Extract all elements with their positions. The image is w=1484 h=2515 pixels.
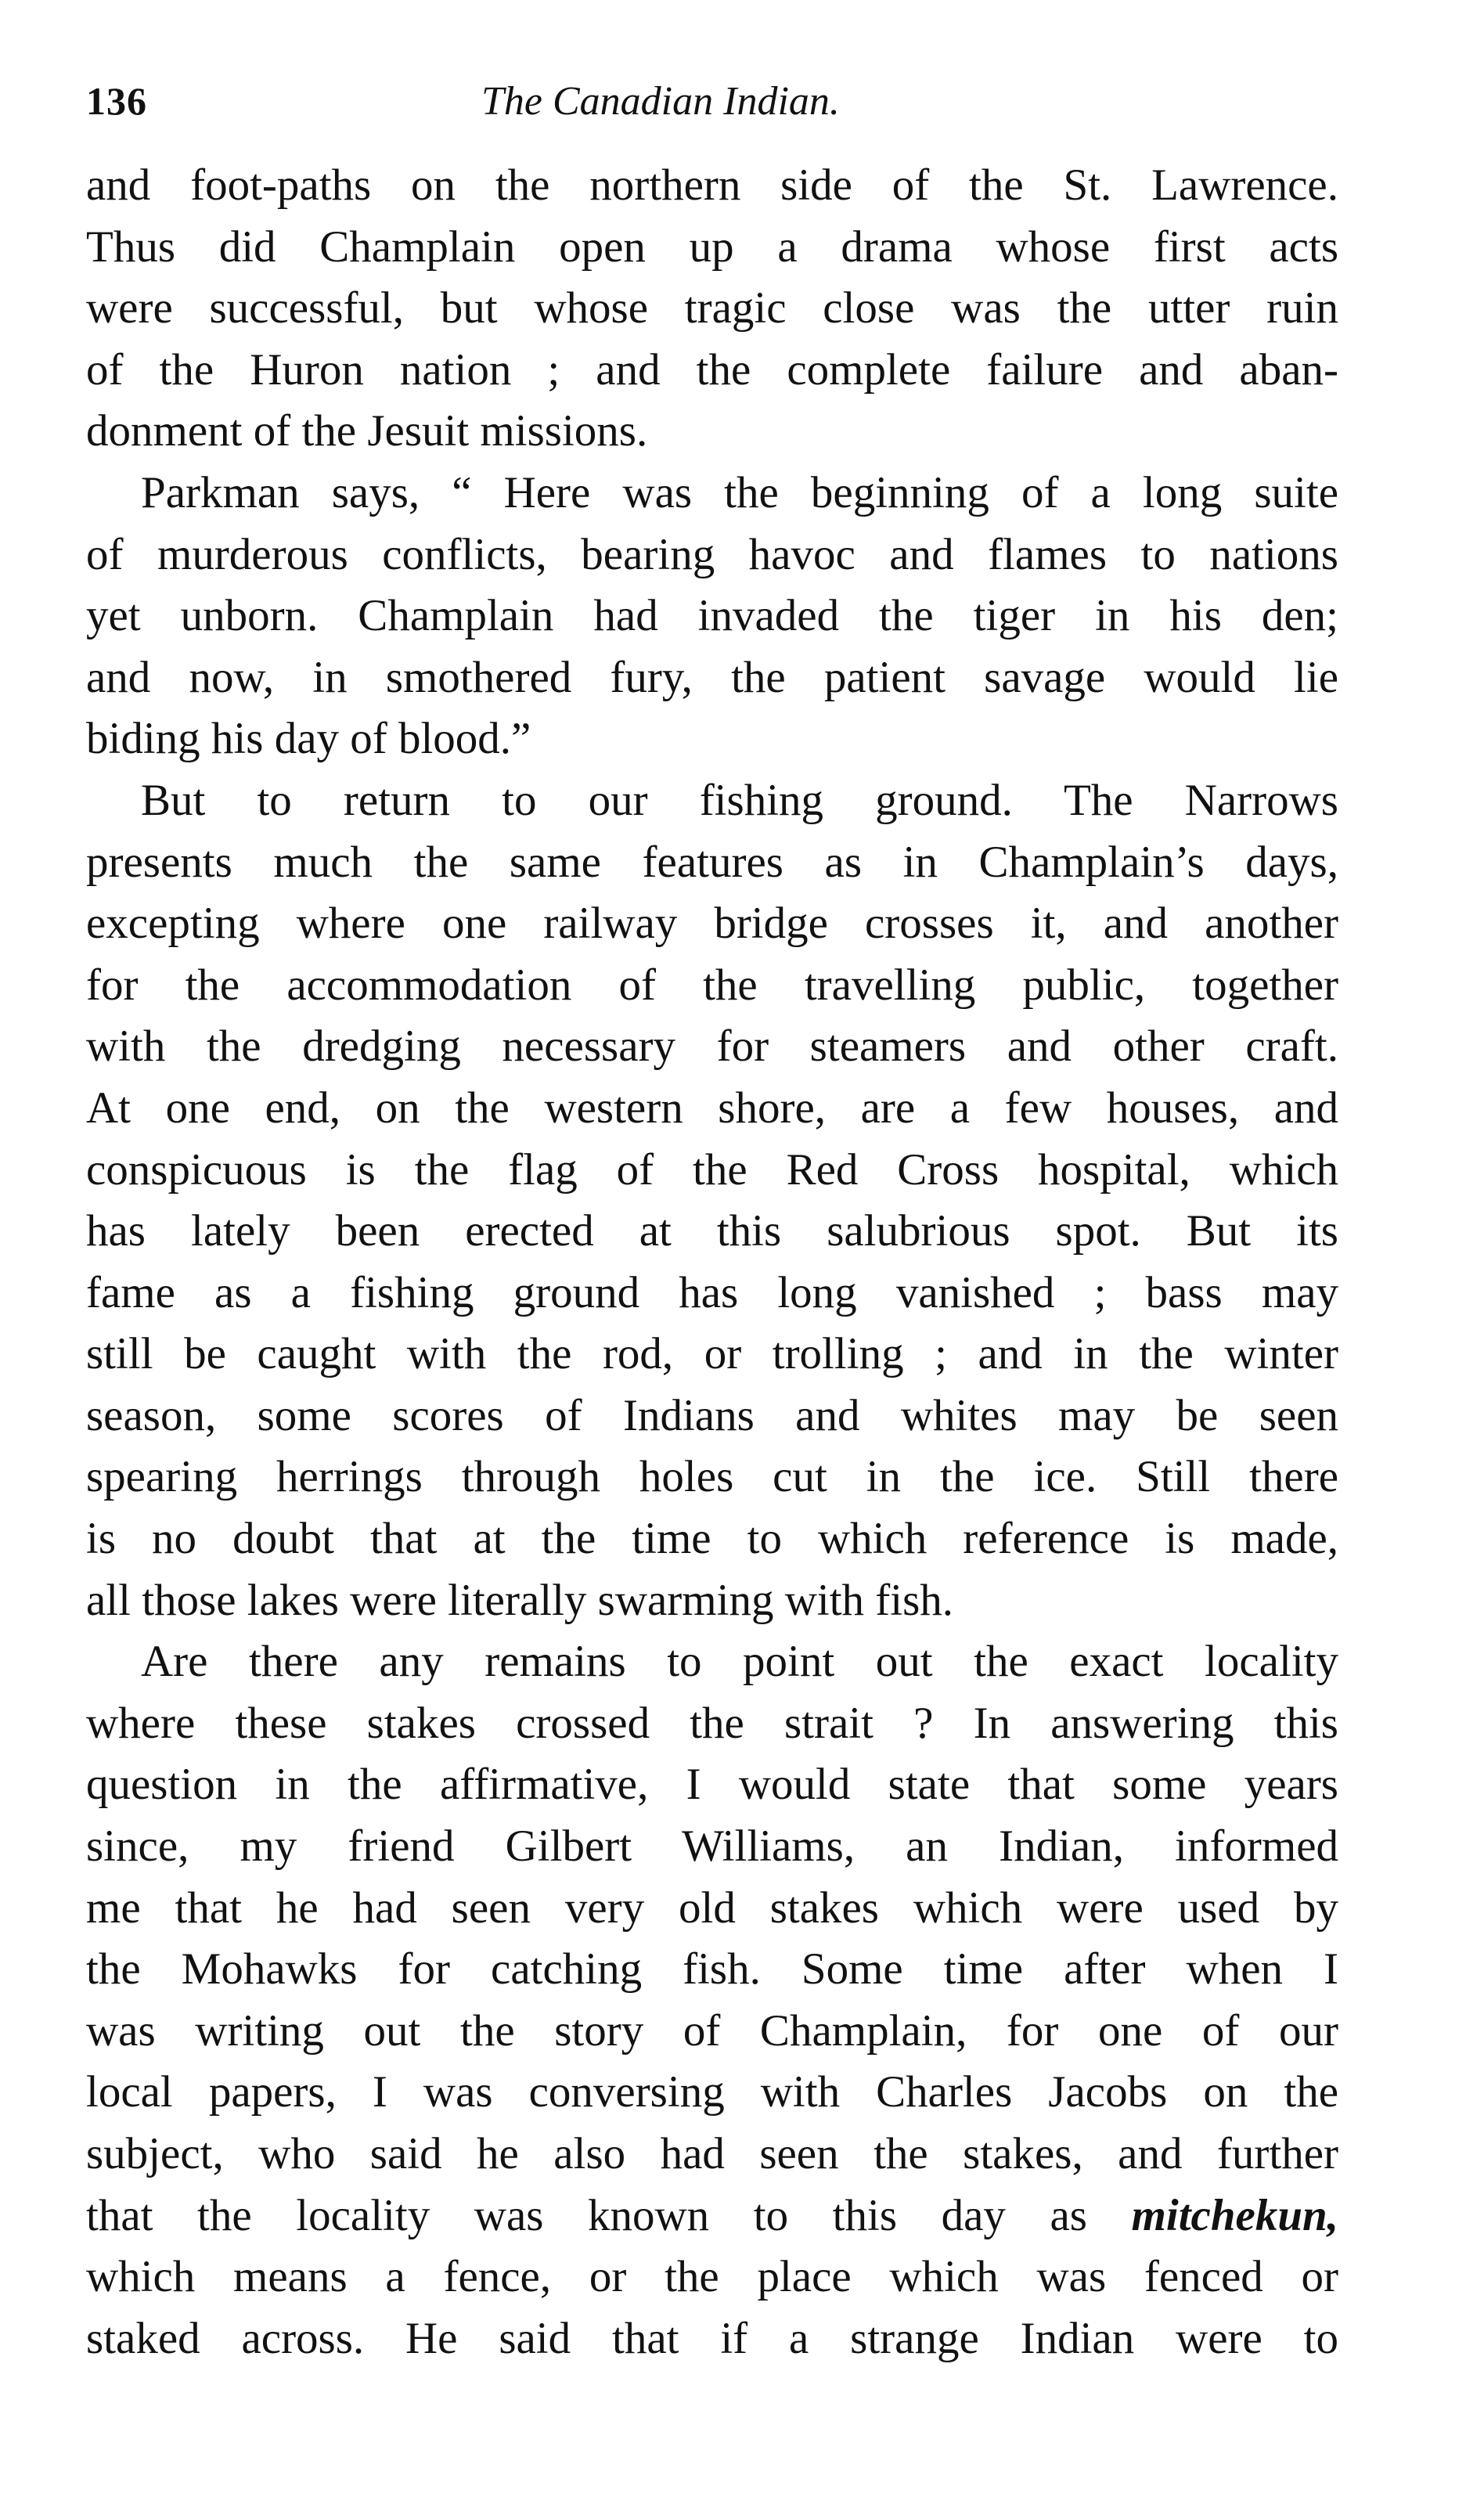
text-line: has lately been erected at this salubrious spot. But its xyxy=(86,1206,1338,1256)
text-line: fame as a fishing ground has long vanished ; bass may xyxy=(86,1267,1338,1317)
running-title: The Canadian Indian. xyxy=(481,79,840,124)
text-line: subject, who said he also had seen the stakes, and further xyxy=(86,2129,1338,2178)
text-line: Thus did Champlain open up a drama whose first acts xyxy=(86,222,1338,272)
text-line: Are there any remains to point out the exact locality xyxy=(141,1637,1338,1687)
italic-word: mitchekun, xyxy=(1131,2190,1338,2240)
page-number: 136 xyxy=(86,79,147,123)
text-line: donment of the Jesuit missions. xyxy=(86,406,648,456)
text-line: where these stakes crossed the strait ? In answering this xyxy=(86,1698,1338,1748)
text-line: Parkman says, “ Here was the beginning of a long suite xyxy=(141,467,1338,517)
text-line: all those lakes were literally swarming with fish. xyxy=(86,1575,954,1625)
text-line: which means a fence, or the place which was fenced or xyxy=(86,2252,1338,2302)
text-line: excepting where one railway bridge crosses it, and another xyxy=(86,899,1338,949)
text-line: and now, in smothered fury, the patient savage would lie xyxy=(86,652,1338,702)
text-line: the Mohawks for catching fish. Some time after when I xyxy=(86,1944,1338,1994)
text-line: yet unborn. Champlain had invaded the tiger in his den; xyxy=(86,591,1338,641)
text-line: presents much the same features as in Champlain’s days, xyxy=(86,837,1338,887)
text-line: biding his day of blood.” xyxy=(86,714,531,764)
text-line: question in the affirmative, I would state that some years xyxy=(86,1760,1338,1810)
text-line: staked across. He said that if a strange Indian were to xyxy=(86,2313,1338,2363)
page-header xyxy=(86,78,1338,141)
text-line: conspicuous is the flag of the Red Cross hospital, which xyxy=(86,1144,1338,1194)
text-line: were successful, but whose tragic close was the utter ruin xyxy=(86,283,1338,333)
text-line: spearing herrings through holes cut in the ice. Still there xyxy=(86,1452,1338,1502)
text-line: of the Huron nation ; and the complete failure and aban- xyxy=(86,344,1338,395)
text-line: of murderous conflicts, bearing havoc and flames to nations xyxy=(86,529,1338,579)
text-fragment: that the locality was known to this day as xyxy=(86,2190,1087,2240)
text-line-with-italic xyxy=(86,2185,1338,2247)
text-line: me that he had seen very old stakes which were used by xyxy=(86,1883,1338,1933)
text-line: and foot-paths on the northern side of the St. Lawrence. xyxy=(86,160,1338,210)
text-line: season, some scores of Indians and whites may be seen xyxy=(86,1390,1338,1440)
text-line: But to return to our fishing ground. The Narrows xyxy=(141,775,1338,825)
text-line: still be caught with the rod, or trolling ; and in the winter xyxy=(86,1329,1338,1379)
text-line: is no doubt that at the time to which reference is made, xyxy=(86,1514,1338,1564)
text-line: since, my friend Gilbert Williams, an Indian, informed xyxy=(86,1821,1338,1872)
text-line: for the accommodation of the travelling public, together xyxy=(86,960,1338,1010)
text-line: with the dredging necessary for steamers and other craft. xyxy=(86,1021,1338,1072)
body-text xyxy=(86,155,1338,2369)
text-line: At one end, on the western shore, are a few houses, and xyxy=(86,1083,1338,1133)
text-line: local papers, I was conversing with Charles Jacobs on the xyxy=(86,2067,1338,2117)
text-line: was writing out the story of Champlain, for one of our xyxy=(86,2005,1338,2056)
